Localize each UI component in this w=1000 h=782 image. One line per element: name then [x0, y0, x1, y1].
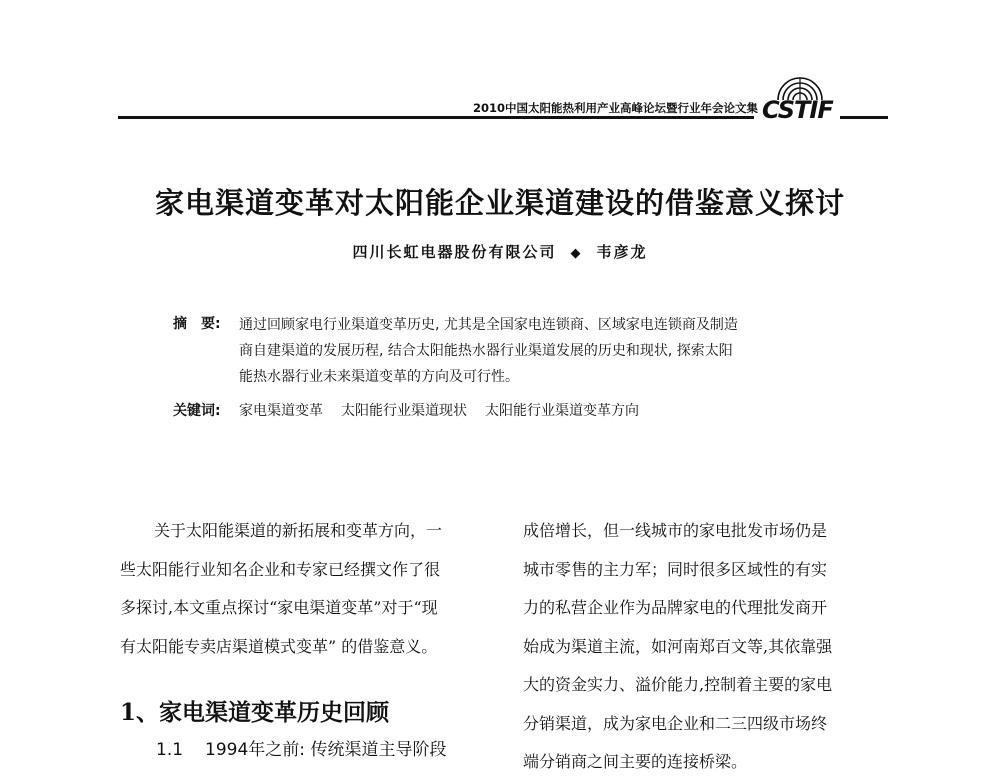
keywords-list	[239, 400, 657, 420]
body-line: 大的资金实力、溢价能力,控制着主要的家电	[523, 675, 833, 694]
keyword: 太阳能行业渠道变革方向	[485, 403, 639, 419]
body-line: 关于太阳能渠道的新拓展和变革方向，一	[154, 521, 443, 540]
abstract-body	[239, 312, 839, 390]
keyword: 太阳能行业渠道现状	[341, 403, 467, 419]
body-line: 力的私营企业作为品牌家电的代理批发商开	[523, 598, 828, 617]
sub-heading-number: 1.1	[156, 740, 184, 760]
proceedings-title: 2010中国太阳能热利用产业高峰论坛暨行业年会论文集	[472, 101, 758, 115]
body-line: 成倍增长，但一线城市的家电批发市场仍是	[523, 521, 828, 540]
diamond-bullet-icon: ◆	[570, 246, 583, 261]
body-line: 有太阳能专卖店渠道模式变革” 的借鉴意义。	[120, 636, 438, 656]
body-line: 些太阳能行业知名企业和专家已经撰文作了很	[120, 559, 441, 579]
sub-heading-text: 1994年之前: 传统渠道主导阶段	[205, 740, 447, 760]
logo-text: CSTIF	[762, 96, 833, 124]
running-header	[118, 72, 888, 126]
abstract-line: 通过回顾家电行业渠道变革历史, 尤其是全国家电连锁商、区域家电连锁商及制造	[239, 317, 738, 333]
abstract-line: 商自建渠道的发展历程, 结合太阳能热水器行业渠道发展的历史和现状, 探索太阳	[239, 343, 733, 359]
body-line: 多探讨,本文重点探讨“家电渠道变革”对于“现	[120, 598, 438, 617]
body-line: 分销渠道，成为家电企业和二三四级市场终	[523, 713, 828, 733]
body-line: 端分销商之间主要的连接桥梁。	[523, 752, 748, 771]
section-heading: 1、家电渠道变革历史回顾	[120, 699, 390, 726]
right-column	[523, 512, 895, 782]
body-line: 城市零售的主力军；同时很多区域性的有实	[523, 559, 828, 579]
cstif-logo	[762, 72, 842, 126]
abstract-line: 能热水器行业未来渠道变革的方向及可行性。	[239, 369, 519, 385]
header-rule-right	[840, 116, 888, 119]
author-line	[0, 241, 1000, 262]
affiliation: 四川长虹电器股份有限公司	[352, 243, 557, 261]
left-column	[120, 512, 492, 666]
header-rule	[118, 116, 754, 119]
paper-title: 家电渠道变革对太阳能企业渠道建设的借鉴意义探讨	[154, 186, 845, 220]
sub-heading	[156, 735, 446, 760]
author-name: 韦彦龙	[596, 243, 648, 261]
keywords-label: 关键词:	[173, 403, 221, 419]
abstract-label: 摘 要:	[173, 316, 221, 332]
body-line: 始成为渠道主流，如河南郑百文等,其依靠强	[523, 636, 833, 656]
keyword: 家电渠道变革	[239, 403, 323, 419]
